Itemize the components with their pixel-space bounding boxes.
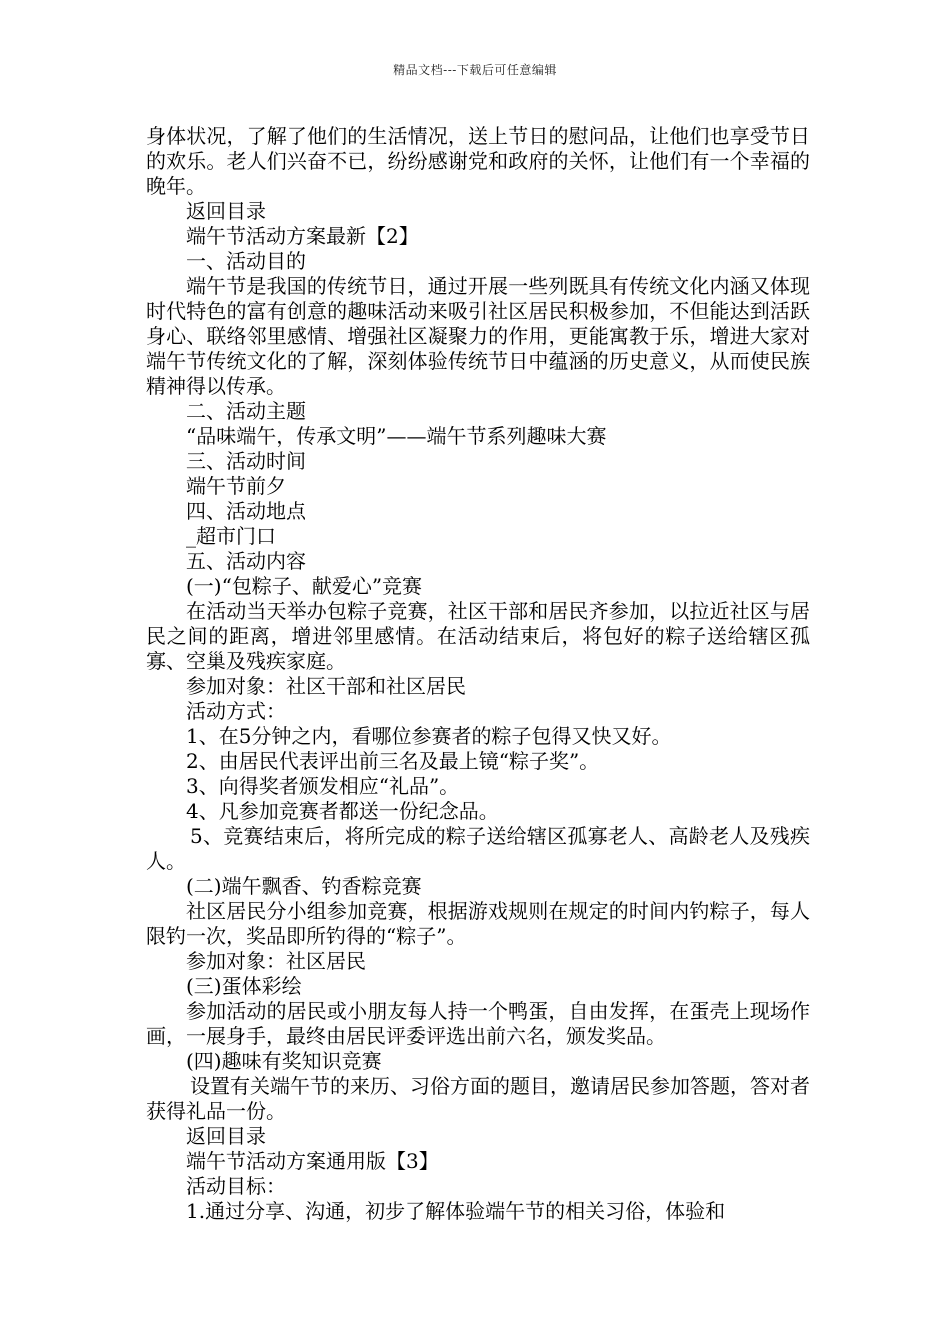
paragraph-time: 端午节前夕 — [186, 474, 286, 498]
participants-line: 参加对象：社区干部和社区居民 — [186, 674, 466, 698]
paragraph-purpose: 端午节是我国的传统节日，通过开展一些列既具有传统文化内涵又体现时代特色的富有创意的趣味活动来吸引社区居民积极参加，不但能达到活跃身心、联络邻里感情、增强社区凝聚力的作用，更能寓教于乐，增进大家对端午节传统文化的了解，深刻体验传统节日中蕴涵的历史意义，从而使民族精神得以传承。 — [146, 274, 810, 398]
list-item: 2、由居民代表评出前三名及最上镜“粽子奖”。 — [186, 749, 600, 773]
heading-goals: 活动目标： — [186, 1174, 286, 1198]
section-title: 端午节活动方案最新【2】 — [186, 224, 419, 248]
paragraph-fishing-contest: 社区居民分小组参加竞赛，根据游戏规则在规定的时间内钓粽子，每人限钓一次，奖品即所钓得的“粽子”。 — [146, 899, 810, 948]
list-item: 4、凡参加竞赛者都送一份纪念品。 — [186, 799, 499, 823]
subheading-egg-painting: (三)蛋体彩绘 — [186, 974, 302, 998]
subheading-quiz: (四)趣味有奖知识竞赛 — [186, 1049, 382, 1073]
back-to-contents-link[interactable]: 返回目录 — [186, 199, 266, 223]
document-body — [146, 124, 810, 1224]
paragraph-location: _超市门口 — [186, 524, 276, 548]
paragraph-theme: “品味端午，传承文明”——端午节系列趣味大赛 — [186, 424, 607, 448]
heading-location: 四、活动地点 — [186, 499, 306, 523]
heading-purpose: 一、活动目的 — [186, 249, 306, 273]
section-title: 端午节活动方案通用版【3】 — [186, 1149, 439, 1173]
paragraph-zongzi-contest: 在活动当天举办包粽子竞赛，社区干部和居民齐参加，以拉近社区与居民之间的距离，增进邻里感情。在活动结束后，将包好的粽子送给辖区孤寡、空巢及残疾家庭。 — [146, 599, 810, 673]
list-item: 5、竞赛结束后，将所完成的粽子送给辖区孤寡老人、高龄老人及残疾人。 — [146, 824, 810, 873]
paragraph-egg-painting: 参加活动的居民或小朋友每人持一个鸭蛋，自由发挥，在蛋壳上现场作画，一展身手，最终由居民评委评选出前六名，颁发奖品。 — [146, 999, 810, 1048]
list-item: 1.通过分享、沟通，初步了解体验端午节的相关习俗，体验和 — [186, 1199, 726, 1223]
subheading-fishing-contest: (二)端午飘香、钓香粽竞赛 — [186, 874, 422, 898]
participants-line: 参加对象：社区居民 — [186, 949, 366, 973]
paragraph-quiz: 设置有关端午节的来历、习俗方面的题目，邀请居民参加答题，答对者获得礼品一份。 — [146, 1074, 810, 1123]
heading-theme: 二、活动主题 — [186, 399, 306, 423]
subheading-zongzi-contest: (一)“包粽子、献爱心”竞赛 — [186, 574, 423, 598]
back-to-contents-link[interactable]: 返回目录 — [186, 1124, 266, 1148]
list-item: 1、在5分钟之内，看哪位参赛者的粽子包得又快又好。 — [186, 724, 672, 748]
page-header: 精品文档---下载后可任意编辑 — [393, 63, 557, 77]
method-heading: 活动方式： — [186, 699, 286, 723]
heading-content: 五、活动内容 — [186, 549, 306, 573]
paragraph-continuation: 身体状况，了解了他们的生活情况，送上节日的慰问品，让他们也享受节日的欢乐。老人们兴奋不已，纷纷感谢党和政府的关怀，让他们有一个幸福的晚年。 — [146, 124, 810, 198]
list-item: 3、向得奖者颁发相应“礼品”。 — [186, 774, 460, 798]
heading-time: 三、活动时间 — [186, 449, 306, 473]
